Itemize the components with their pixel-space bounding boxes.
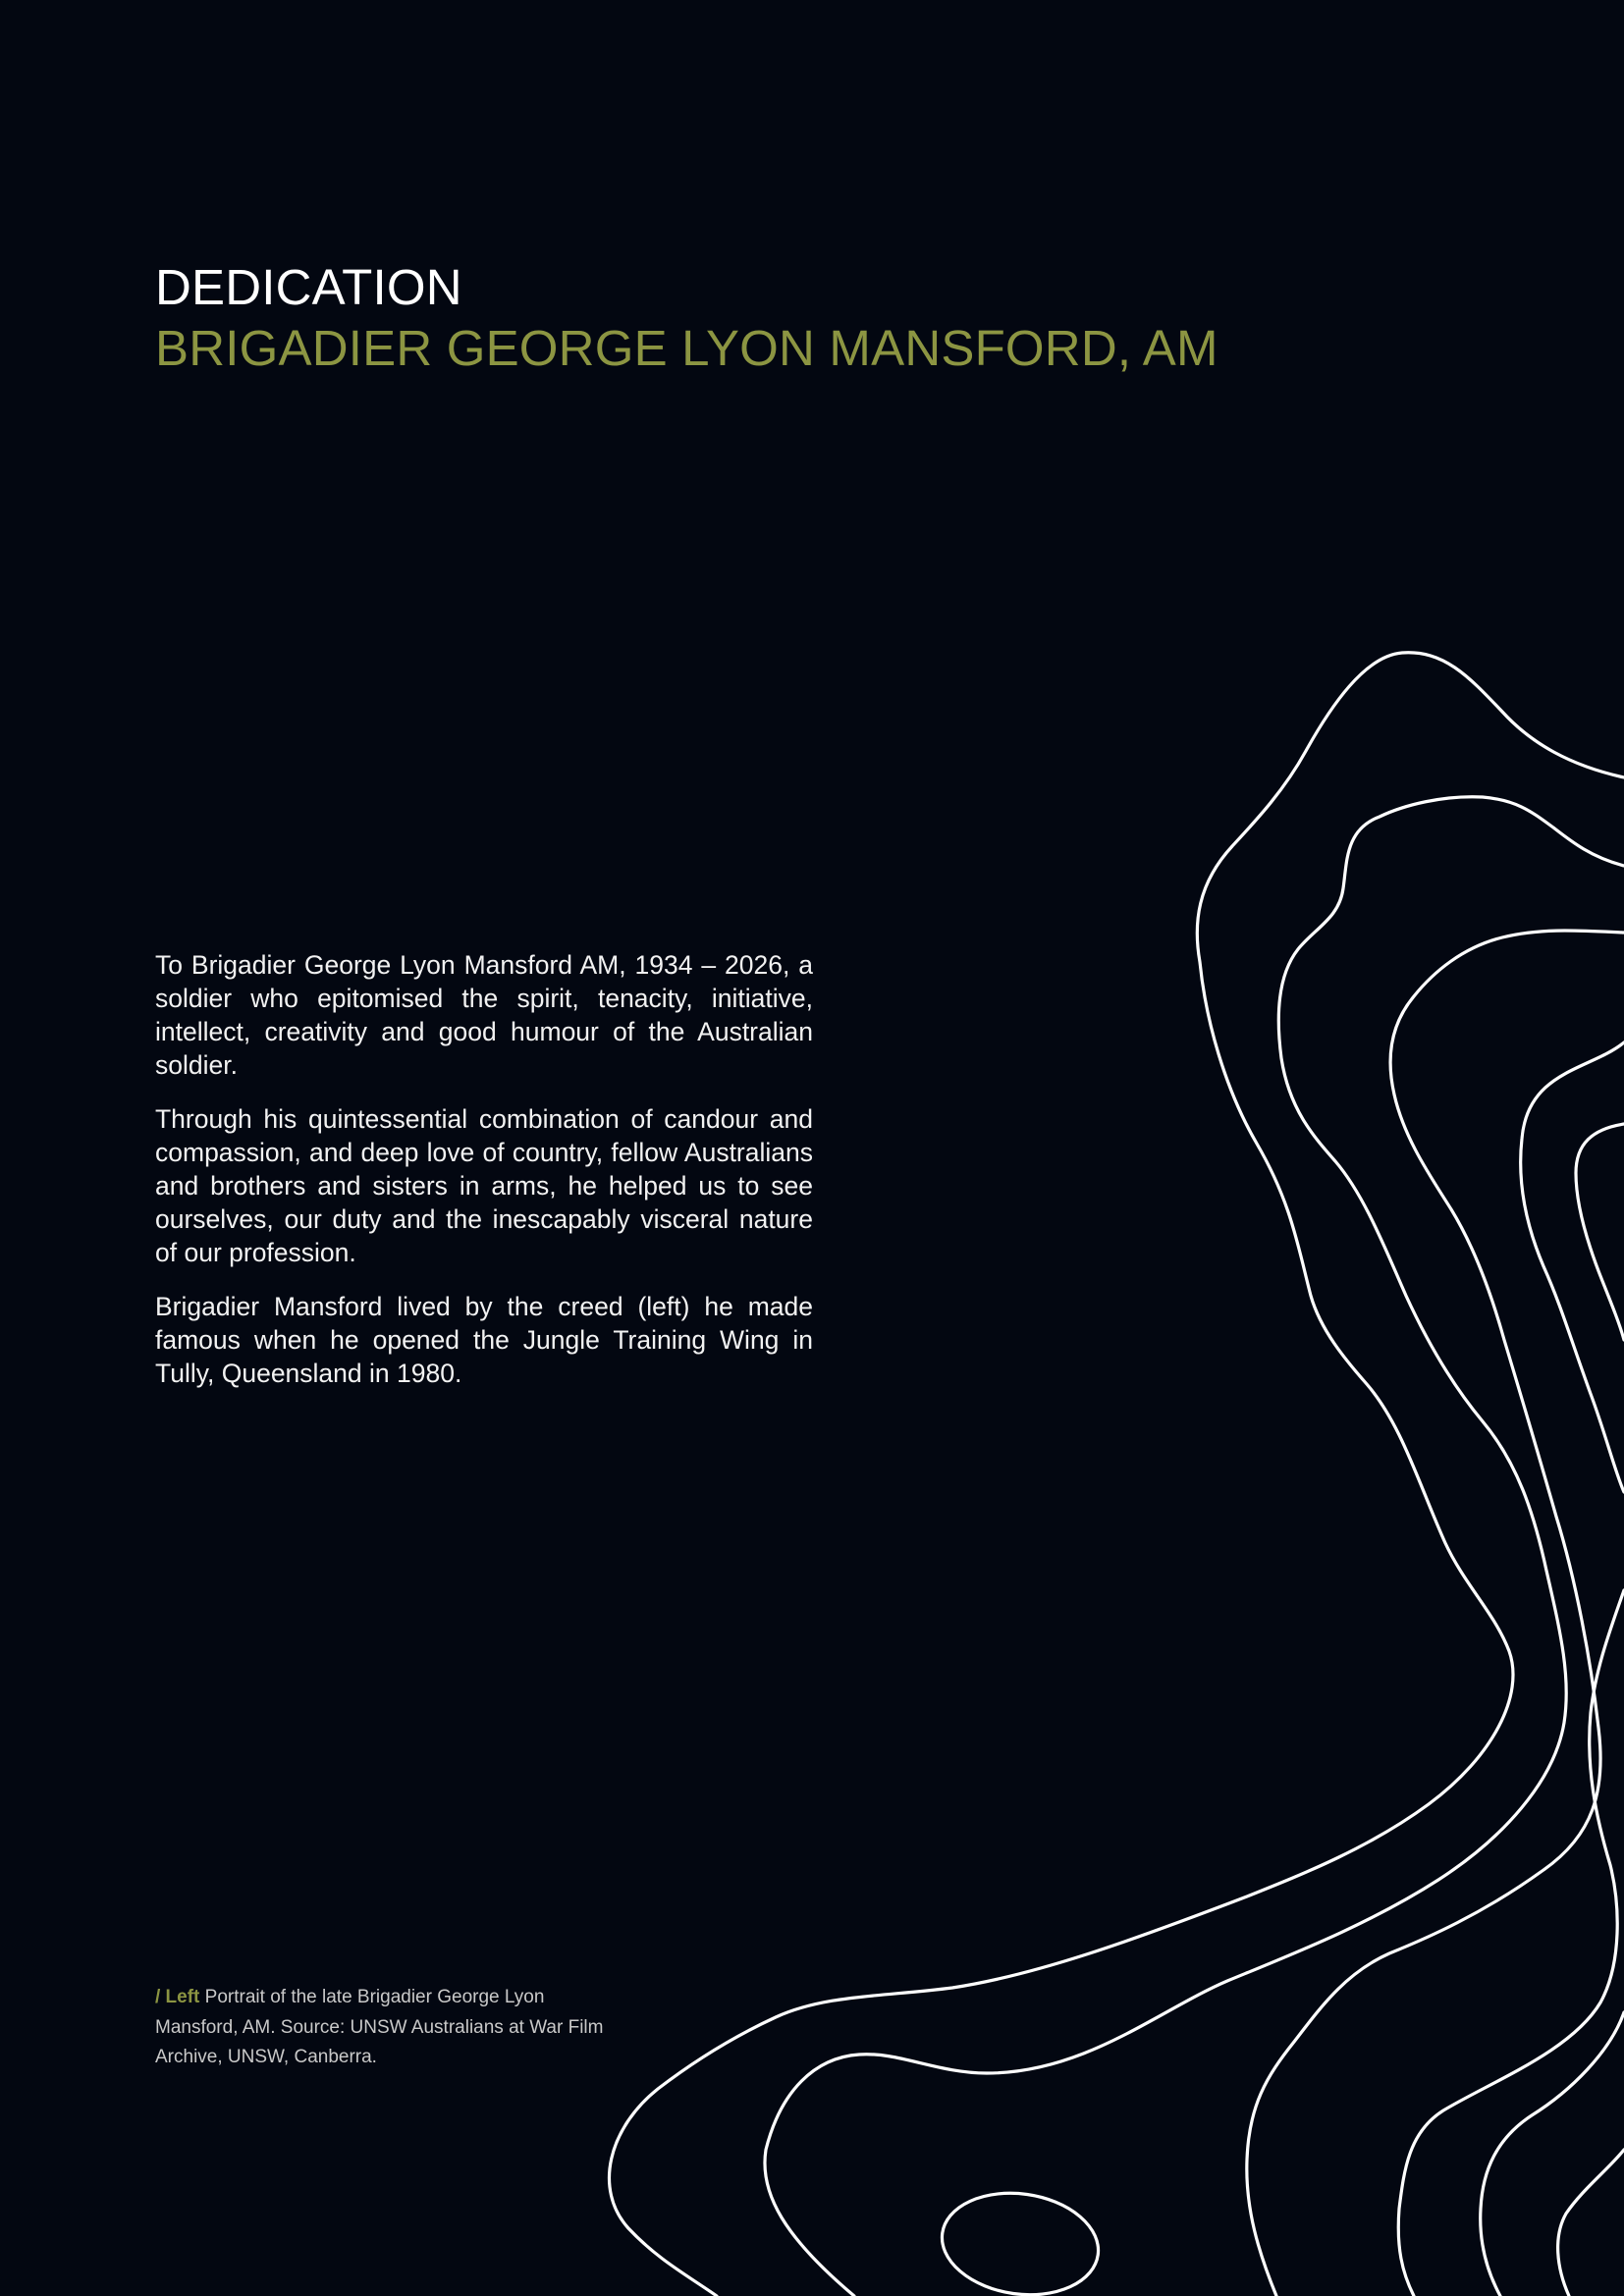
- caption-text: Portrait of the late Brigadier George Lyon Mansford, AM. Source: UNSW Australians at War Film Archive, UNSW, Canberra.: [155, 1987, 604, 2067]
- page-heading: [155, 257, 1218, 379]
- contour-line-7: [1481, 2012, 1624, 2296]
- dedication-paragraph: Brigadier Mansford lived by the creed (left) he made famous when he opened the Jungle Training Wing in Tully, Queensland in 1980.: [155, 1292, 813, 1388]
- contour-line-2: [765, 797, 1624, 2296]
- page-subtitle: BRIGADIER GEORGE LYON MANSFORD, AM: [155, 320, 1218, 376]
- caption-label: / Left: [155, 1987, 200, 2007]
- page-title: DEDICATION: [155, 259, 462, 315]
- contour-ring: [936, 2183, 1106, 2296]
- contour-line-3: [1247, 931, 1624, 2296]
- contour-line-4: [1521, 1042, 1624, 1492]
- dedication-text: [155, 948, 813, 1411]
- dedication-paragraph: To Brigadier George Lyon Mansford AM, 1934 – 2026, a soldier who epitomised the spirit, tenacity, initiative, intellect, creativity and good humour of the Australian soldier.: [155, 950, 813, 1080]
- photo-caption: [155, 1983, 626, 2073]
- contour-line-1: [609, 653, 1624, 2296]
- contour-line-8: [1558, 2150, 1624, 2296]
- dedication-paragraph: Through his quintessential combination of candour and compassion, and deep love of country, fellow Australians and brothers and sisters in arms, he helped us to see ourselves, our duty and the inescapably visceral nature of our profession.: [155, 1104, 813, 1267]
- contour-line-5: [1576, 1124, 1624, 1340]
